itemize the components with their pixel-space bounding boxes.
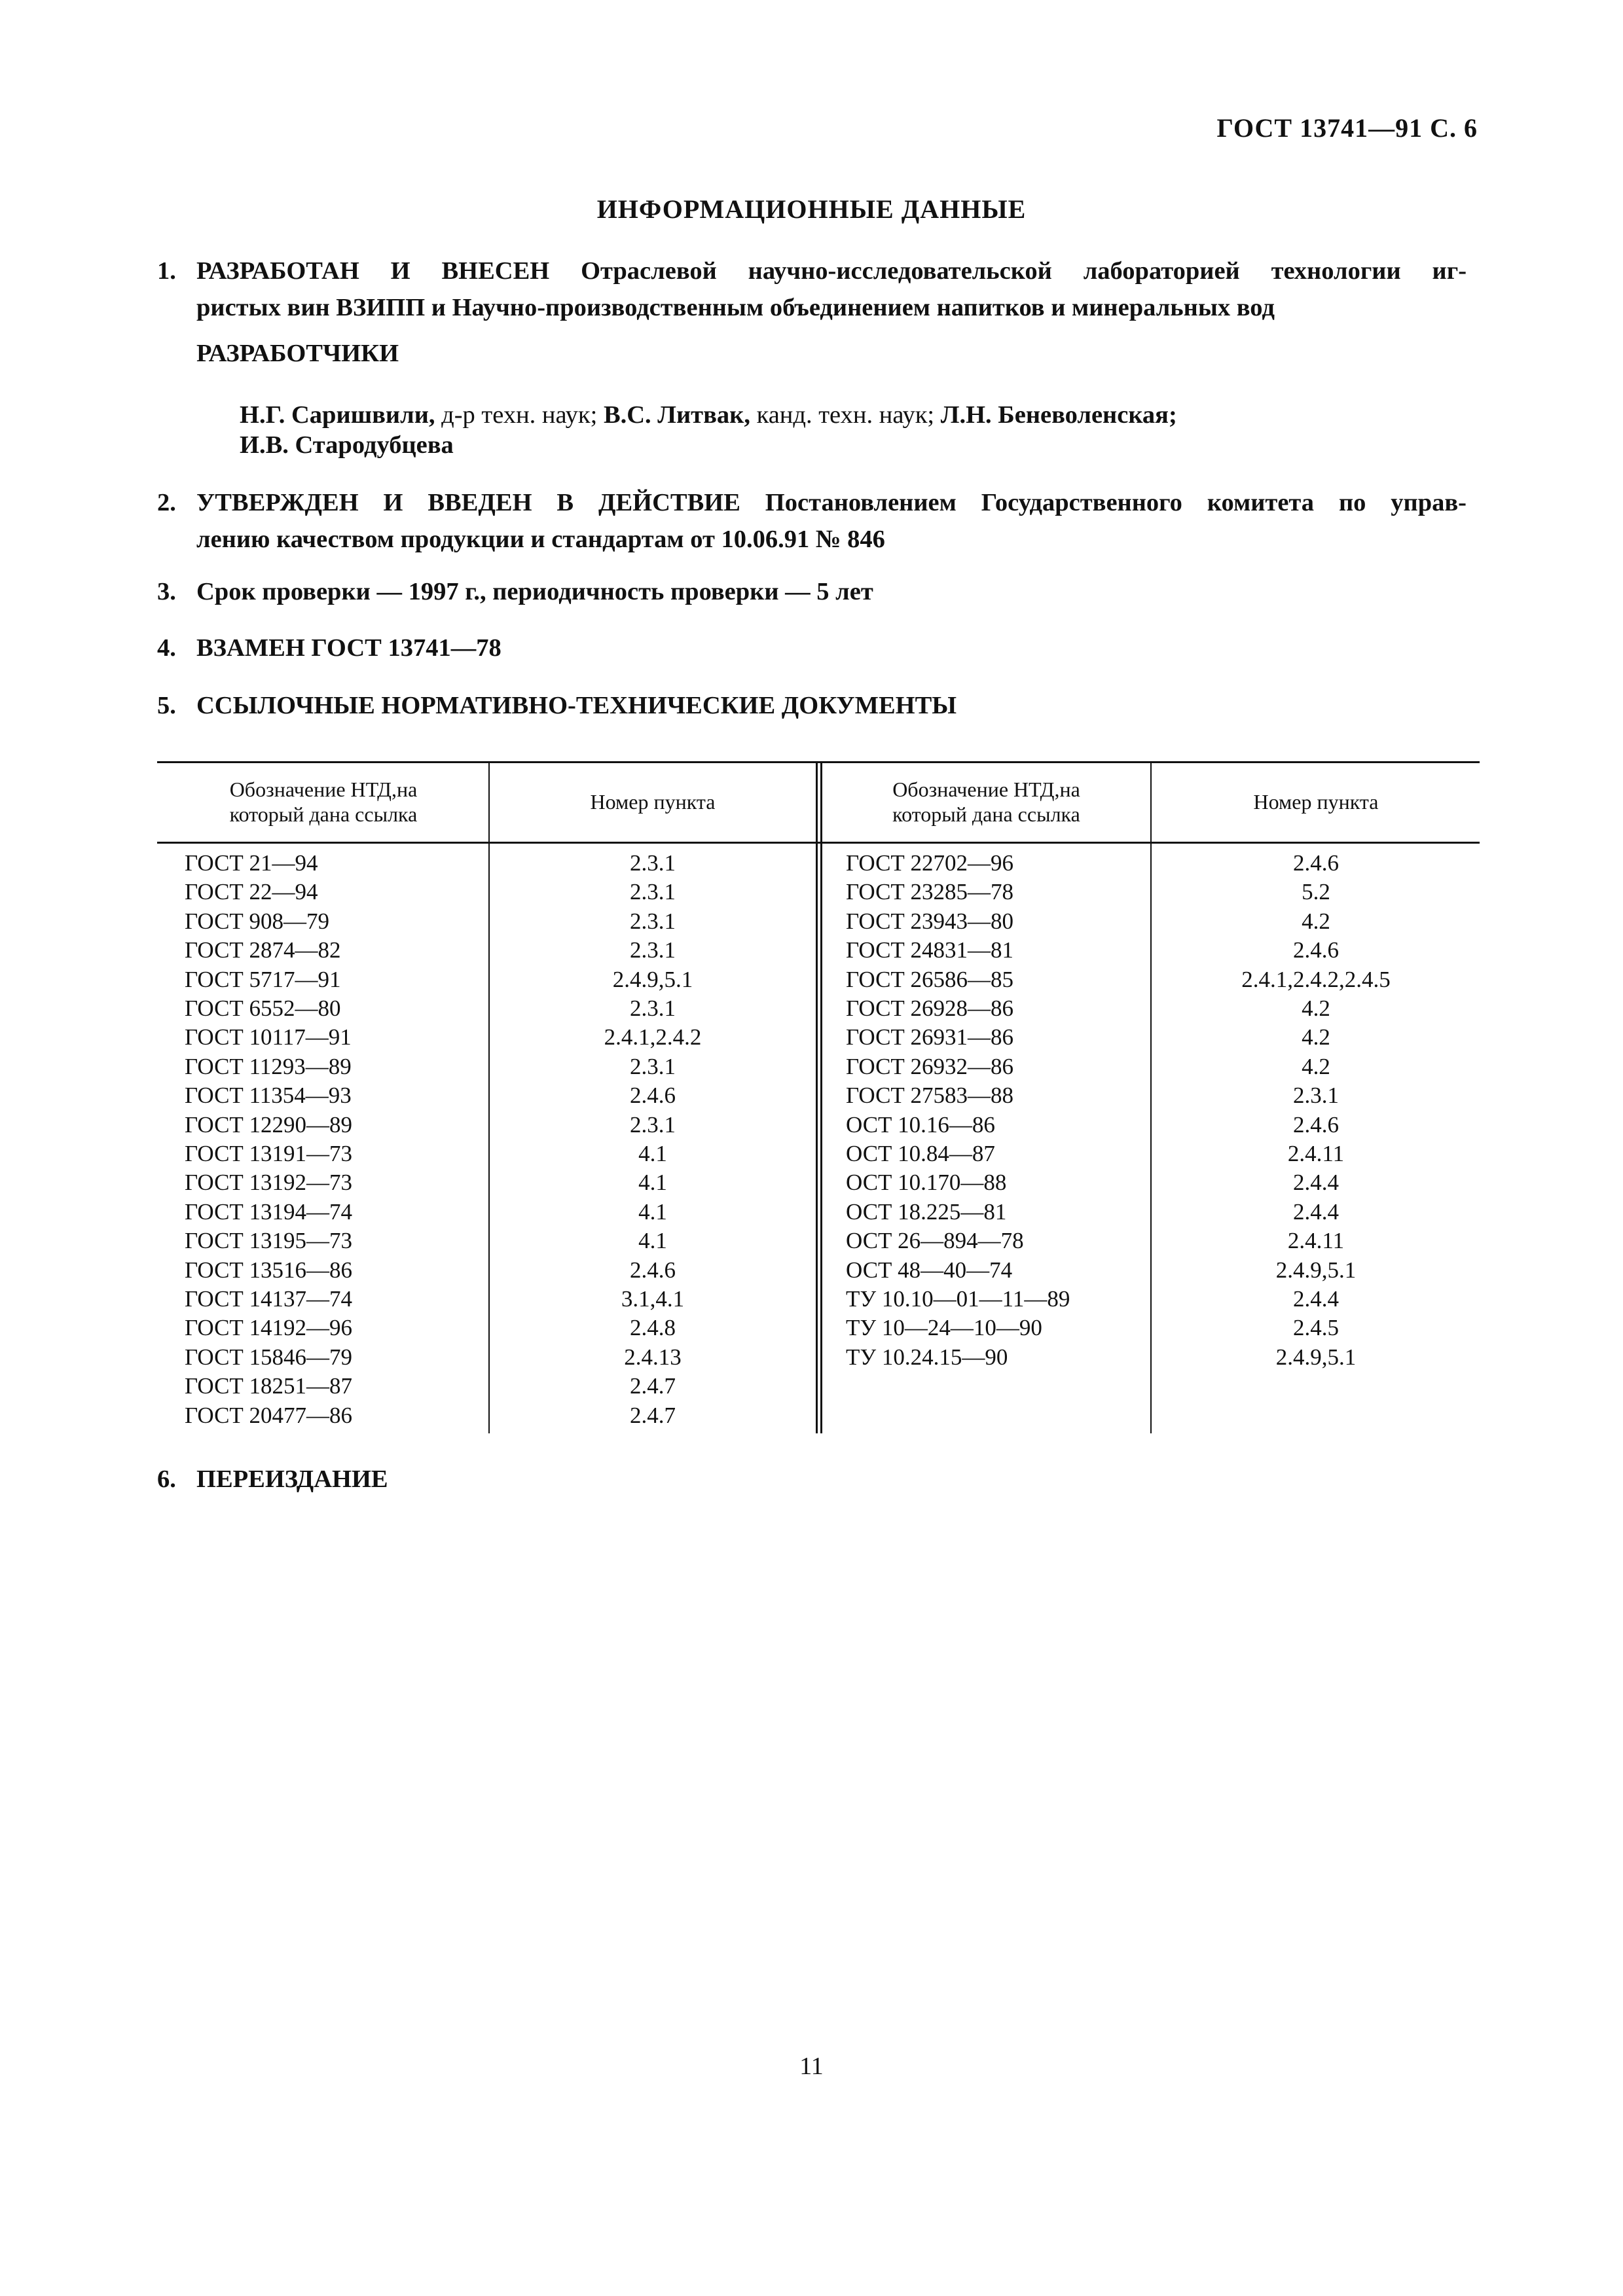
table-row-item-number: 2.4.4 — [1293, 1170, 1339, 1196]
table-row-item-number: 4.2 — [1302, 996, 1330, 1021]
table-row-item-number: 2.4.1,2.4.2 — [604, 1024, 702, 1050]
table-row-item-number: 2.4.7 — [630, 1373, 676, 1399]
table-column-divider-1 — [488, 761, 490, 1433]
table-row-item-number: 4.2 — [1302, 1024, 1330, 1050]
table-row-item-number: 2.4.13 — [624, 1344, 682, 1370]
table-column-divider-3 — [1150, 761, 1152, 1433]
table-row-document: ОСТ 10.84—87 — [846, 1141, 995, 1166]
header-designation-right-line-1: Обозначение НТД,на — [892, 778, 1080, 801]
document-code-header: ГОСТ 13741—91 С. 6 — [1216, 113, 1478, 143]
table-row-document: ГОСТ 18251—87 — [185, 1373, 353, 1399]
header-designation-left-line-2: который дана ссылка — [229, 802, 418, 826]
table-row-document: ТУ 10.10—01—11—89 — [846, 1286, 1070, 1312]
table-row-item-number: 2.4.9,5.1 — [612, 966, 693, 992]
header-designation-right-line-2: который дана ссылка — [892, 802, 1080, 826]
table-row-item-number: 2.4.6 — [1293, 1111, 1339, 1138]
table-row-document: ГОСТ 26931—86 — [846, 1024, 1014, 1050]
section-1-line-1-rest: Отраслевой научно-исследовательской лабораторией технологии иг- — [581, 257, 1467, 285]
table-row-document: ГОСТ 27583—88 — [846, 1083, 1014, 1109]
page-title: ИНФОРМАЦИОННЫЕ ДАННЫЕ — [596, 194, 1027, 224]
table-row-document: ГОСТ 22—94 — [185, 879, 318, 905]
table-row-document: ОСТ 48—40—74 — [846, 1257, 1013, 1283]
table-row-document: ГОСТ 12290—89 — [185, 1111, 353, 1138]
table-row-item-number: 4.2 — [1302, 1053, 1330, 1079]
table-row-item-number: 2.4.6 — [1293, 850, 1339, 876]
section-1-line-2: ристых вин ВЗИПП и Научно-производственным объединением напитков и минеральных вод — [196, 294, 1275, 321]
table-row-item-number: 2.4.9,5.1 — [1275, 1344, 1357, 1370]
table-row-item-number: 2.4.6 — [1293, 937, 1339, 963]
table-row-document: ГОСТ 26586—85 — [846, 966, 1014, 992]
section-4-text: ВЗАМЕН ГОСТ 13741—78 — [196, 634, 501, 662]
table-row-document: ОСТ 10.16—86 — [846, 1111, 995, 1138]
table-row-document: ГОСТ 14192—96 — [185, 1315, 353, 1341]
developer-2-name: В.С. Литвак, — [603, 401, 750, 429]
header-designation-left-line-1: Обозначение НТД,на — [229, 778, 418, 801]
developers-title: РАЗРАБОТЧИКИ — [196, 340, 399, 367]
table-row-item-number: 2.3.1 — [630, 937, 676, 963]
table-row-document: ГОСТ 21—94 — [185, 850, 318, 876]
table-row-item-number: 3.1,4.1 — [621, 1286, 685, 1312]
table-row-item-number: 2.4.7 — [630, 1402, 676, 1428]
table-row-document: ГОСТ 23285—78 — [846, 879, 1014, 905]
table-column-divider-2a — [816, 761, 818, 1433]
section-2-line-1: УТВЕРЖДЕН И ВВЕДЕН В ДЕЙСТВИЕ Постановлением Государственного комитета по управ- — [196, 489, 1467, 516]
table-row-document: ГОСТ 23943—80 — [846, 908, 1014, 934]
table-row-document: ГОСТ 26928—86 — [846, 996, 1014, 1021]
table-row-item-number: 4.1 — [638, 1198, 667, 1225]
table-row-document: ОСТ 10.170—88 — [846, 1170, 1007, 1196]
table-row-document: ГОСТ 908—79 — [185, 908, 330, 934]
table-row-item-number: 2.4.11 — [1287, 1228, 1345, 1254]
header-designation-right — [824, 777, 1149, 827]
section-1-line-1 — [196, 253, 1467, 289]
section-5-number: 5. — [157, 692, 176, 719]
table-row-item-number: 4.1 — [638, 1141, 667, 1166]
table-row-item-number: 2.3.1 — [630, 908, 676, 934]
table-row-item-number: 2.3.1 — [630, 996, 676, 1021]
table-row-item-number: 2.4.6 — [630, 1083, 676, 1109]
table-header-rule — [157, 842, 1480, 844]
table-row-document: ГОСТ 26932—86 — [846, 1053, 1014, 1079]
table-row-document: ГОСТ 15846—79 — [185, 1344, 353, 1370]
table-row-item-number: 2.4.8 — [630, 1315, 676, 1341]
table-row-document: ГОСТ 13191—73 — [185, 1141, 353, 1166]
table-row-item-number: 2.4.6 — [630, 1257, 676, 1283]
developer-4-name: И.В. Стародубцева — [240, 431, 454, 459]
table-row-document: ГОСТ 13192—73 — [185, 1170, 353, 1196]
table-row-item-number: 2.4.11 — [1287, 1141, 1345, 1166]
table-row-item-number: 2.3.1 — [1293, 1083, 1339, 1109]
section-6-text: ПЕРЕИЗДАНИЕ — [196, 1465, 388, 1493]
table-row-item-number: 4.2 — [1302, 908, 1330, 934]
table-row-item-number: 2.3.1 — [630, 1111, 676, 1138]
table-row-document: ГОСТ 2874—82 — [185, 937, 341, 963]
section-2-number: 2. — [157, 489, 176, 516]
developers-line-2 — [240, 427, 454, 463]
section-1-lead: РАЗРАБОТАН И ВНЕСЕН — [196, 257, 550, 285]
developer-1-degree: д-р техн. наук; — [435, 401, 604, 429]
table-row-item-number: 2.3.1 — [630, 1053, 676, 1079]
header-item-number-left: Номер пункта — [590, 790, 716, 814]
table-row-document: ГОСТ 24831—81 — [846, 937, 1014, 963]
section-3-text: Срок проверки — 1997 г., периодичность проверки — 5 лет — [196, 578, 873, 605]
developer-2-degree: канд. техн. наук; — [750, 401, 941, 429]
table-row-document: ГОСТ 11293—89 — [185, 1053, 352, 1079]
table-row-document: ГОСТ 13195—73 — [185, 1228, 353, 1254]
table-row-item-number: 2.4.5 — [1293, 1315, 1339, 1341]
table-row-document: ГОСТ 13194—74 — [185, 1198, 353, 1225]
table-row-item-number: 5.2 — [1302, 879, 1330, 905]
table-row-document: ГОСТ 22702—96 — [846, 850, 1014, 876]
section-2-line-2: лению качеством продукции и стандартам от 10.06.91 № 846 — [196, 526, 885, 553]
table-row-document: ГОСТ 6552—80 — [185, 996, 341, 1021]
table-row-document: ОСТ 26—894—78 — [846, 1228, 1024, 1254]
table-row-document: ГОСТ 11354—93 — [185, 1083, 352, 1109]
table-row-document: ОСТ 18.225—81 — [846, 1198, 1007, 1225]
developer-3-name: Л.Н. Беневоленская; — [940, 401, 1177, 429]
table-row-document: ГОСТ 13516—86 — [185, 1257, 353, 1283]
table-row-item-number: 2.3.1 — [630, 850, 676, 876]
table-row-item-number: 4.1 — [638, 1228, 667, 1254]
table-row-document: ГОСТ 20477—86 — [185, 1402, 353, 1428]
table-row-document: ГОСТ 5717—91 — [185, 966, 341, 992]
table-row-document: ТУ 10.24.15—90 — [846, 1344, 1008, 1370]
table-row-item-number: 2.4.1,2.4.2,2.4.5 — [1241, 966, 1391, 992]
table-top-rule — [157, 761, 1480, 763]
section-6-number: 6. — [157, 1465, 176, 1493]
table-row-item-number: 4.1 — [638, 1170, 667, 1196]
developer-1-name: Н.Г. Саришвили, — [240, 401, 435, 429]
table-row-item-number: 2.4.9,5.1 — [1275, 1257, 1357, 1283]
table-row-item-number: 2.4.4 — [1293, 1198, 1339, 1225]
table-row-item-number: 2.3.1 — [630, 879, 676, 905]
header-item-number-right: Номер пункта — [1253, 790, 1379, 814]
page-number: 11 — [799, 2053, 824, 2080]
header-designation-left — [160, 777, 487, 827]
table-row-document: ТУ 10—24—10—90 — [846, 1315, 1042, 1341]
section-1-number: 1. — [157, 257, 176, 285]
table-row-document: ГОСТ 10117—91 — [185, 1024, 352, 1050]
section-5-text: ССЫЛОЧНЫЕ НОРМАТИВНО-ТЕХНИЧЕСКИЕ ДОКУМЕНТЫ — [196, 692, 957, 719]
section-4-number: 4. — [157, 634, 176, 662]
section-3-number: 3. — [157, 578, 176, 605]
table-row-document: ГОСТ 14137—74 — [185, 1286, 353, 1312]
table-row-item-number: 2.4.4 — [1293, 1286, 1339, 1312]
table-column-divider-2b — [820, 761, 822, 1433]
